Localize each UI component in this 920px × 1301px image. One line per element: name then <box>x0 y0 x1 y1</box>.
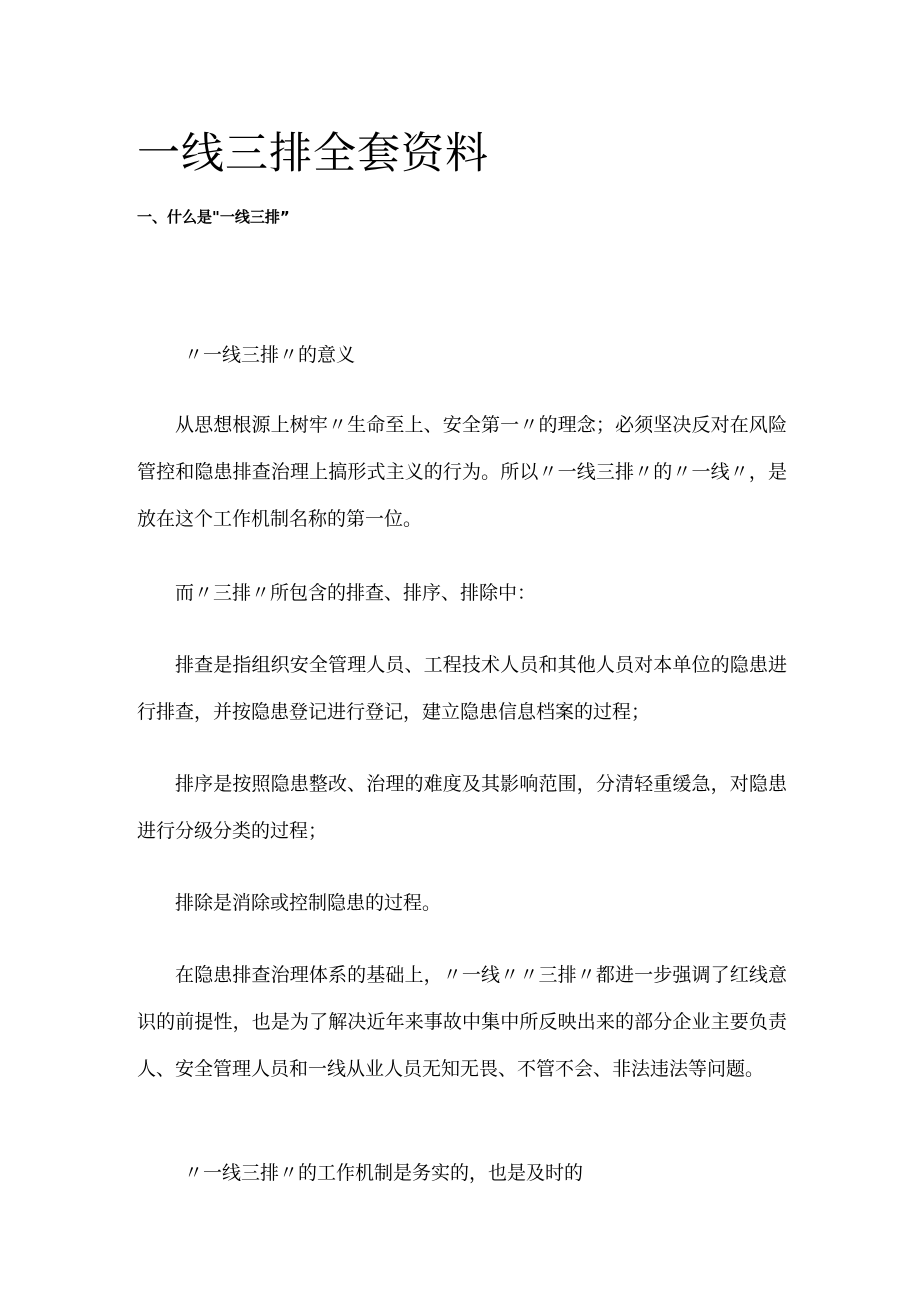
subheading-meaning: 〃一线三排〃的意义 <box>184 344 356 366</box>
paragraph-three-pai-intro: 而〃三排〃所包含的排查、排序、排除中： <box>175 582 537 604</box>
paragraph-paichu: 排除是消除或控制隐患的过程。 <box>175 892 442 914</box>
section-heading: 一、什么是"一线三排” <box>137 208 290 226</box>
paragraph-redline: 在隐患排查治理体系的基础上，〃一线〃〃三排〃都进一步强调了红线意识的前提性，也是为了解决近年来事故中集中所反映出来的部分企业主要负责人、安全管理人员和一线从业人员无知无畏、不管不会、非法违法等问题。 <box>137 964 787 1080</box>
paragraph-mindset: 从思想根源上树牢〃生命至上、安全第一〃的理念；必须坚决反对在风险管控和隐患排查治理上搞形式主义的行为。所以〃一线三排〃的〃一线〃，是放在这个工作机制名称的第一位。 <box>137 414 787 530</box>
document-title: 一线三排全套资料 <box>137 129 489 179</box>
subheading-mechanism: 〃一线三排〃的工作机制是务实的，也是及时的 <box>184 1162 584 1184</box>
paragraph-paixu: 排序是按照隐患整改、治理的难度及其影响范围，分清轻重缓急，对隐患进行分级分类的过程； <box>137 773 787 842</box>
paragraph-paicha: 排查是指组织安全管理人员、工程技术人员和其他人员对本单位的隐患进行排查，并按隐患登记进行登记，建立隐患信息档案的过程； <box>137 654 787 723</box>
